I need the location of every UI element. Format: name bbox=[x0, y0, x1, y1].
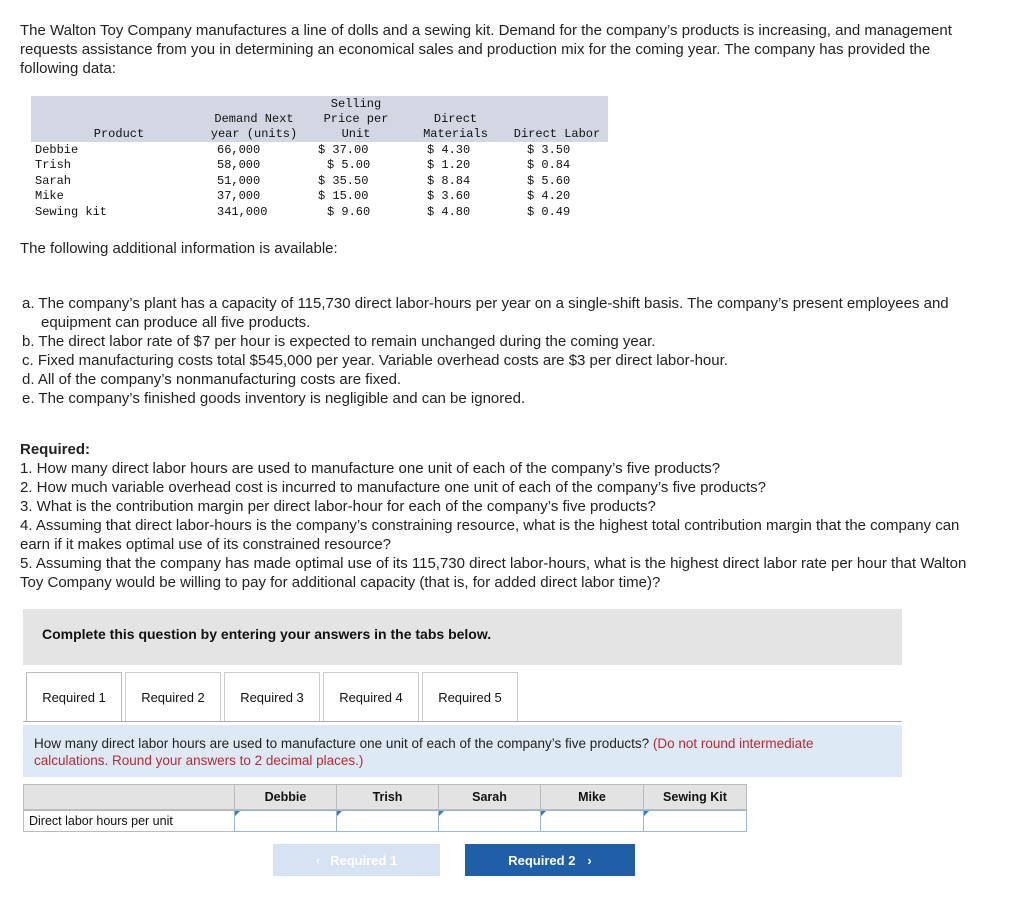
row-mike-dm: $ 3.60 bbox=[427, 189, 471, 203]
header-demand-line2: year (units) bbox=[210, 127, 298, 141]
row-trish-demand: 58,000 bbox=[217, 158, 261, 172]
answer-cell-mike bbox=[540, 810, 644, 832]
info-item-b: b. The direct labor rate of $7 per hour is expected to remain unchanged during the coming year. bbox=[22, 333, 656, 350]
tab-required-4[interactable]: Required 4 bbox=[323, 672, 419, 722]
input-flag-icon bbox=[337, 811, 342, 816]
chevron-right-icon: › bbox=[587, 852, 592, 868]
row-trish-price: $ 5.00 bbox=[327, 158, 371, 172]
input-flag-icon bbox=[235, 811, 240, 816]
trish-hours-input[interactable] bbox=[337, 811, 438, 831]
answer-cell-trish bbox=[336, 810, 439, 832]
debbie-hours-input[interactable] bbox=[235, 811, 336, 831]
col-header-sewing-kit: Sewing Kit bbox=[643, 784, 747, 810]
required-title: Required: bbox=[20, 441, 91, 458]
additional-info-text: The following additional information is available: bbox=[20, 240, 338, 257]
prev-button-label: Required 1 bbox=[330, 852, 398, 868]
info-item-e: e. The company’s finished goods inventory is negligible and can be ignored. bbox=[22, 390, 526, 407]
answer-cell-sewing-kit bbox=[643, 810, 747, 832]
row-sarah-price: $ 35.50 bbox=[318, 174, 369, 188]
row-sarah-demand: 51,000 bbox=[217, 174, 261, 188]
header-dm-line2: Materials bbox=[423, 127, 488, 141]
row-debbie-price: $ 37.00 bbox=[318, 143, 369, 157]
instructions-bar bbox=[23, 609, 902, 665]
row-trish-dm: $ 1.20 bbox=[427, 158, 471, 172]
row-debbie-product: Debbie bbox=[35, 143, 79, 157]
row-mike-price: $ 15.00 bbox=[318, 189, 369, 203]
header-price-line1: Selling bbox=[330, 97, 382, 111]
row-sewing-kit-dl: $ 0.49 bbox=[527, 205, 571, 219]
col-header-trish: Trish bbox=[336, 784, 439, 810]
tab-required-3[interactable]: Required 3 bbox=[224, 672, 320, 722]
input-flag-icon bbox=[541, 811, 546, 816]
header-price-line2: Price per bbox=[323, 112, 389, 126]
col-header-sarah: Sarah bbox=[438, 784, 541, 810]
sarah-hours-input[interactable] bbox=[439, 811, 540, 831]
header-dl-line1: Direct Labor bbox=[513, 127, 601, 141]
required-item-4: 4. Assuming that direct labor-hours is the company’s constraining resource, what is the highest total contribution margin that the company can earn if it makes optimal use of its constrained resource? bbox=[20, 517, 960, 553]
product-data-table bbox=[31, 96, 608, 226]
header-product: Product bbox=[93, 127, 145, 141]
required-item-5: 5. Assuming that the company has made optimal use of its 115,730 direct labor-hours, what is the highest direct labor rate per hour that Walton Toy Company would be willing to pay for additional capacity (that is, for added direct labor time)? bbox=[20, 555, 967, 591]
row-label-direct-labor-hours: Direct labor hours per unit bbox=[23, 810, 235, 832]
required-section bbox=[20, 440, 980, 592]
row-sewing-kit-dm: $ 4.80 bbox=[427, 205, 471, 219]
header-price-line3: Unit bbox=[341, 127, 371, 141]
tab-required-2[interactable]: Required 2 bbox=[125, 672, 221, 722]
row-mike-product: Mike bbox=[35, 189, 64, 203]
row-sarah-product: Sarah bbox=[35, 174, 72, 188]
required-item-1: 1. How many direct labor hours are used to manufacture one unit of each of the company’s five products? bbox=[20, 460, 721, 477]
info-item-c: c. Fixed manufacturing costs total $545,000 per year. Variable overhead costs are $3 per direct labor-hour. bbox=[22, 352, 728, 369]
required-item-3: 3. What is the contribution margin per direct labor-hour for each of the company’s five products? bbox=[20, 498, 656, 515]
row-debbie-dl: $ 3.50 bbox=[527, 143, 571, 157]
question-text-wrapper bbox=[34, 735, 874, 769]
row-trish-product: Trish bbox=[35, 158, 72, 172]
mike-hours-input[interactable] bbox=[541, 811, 643, 831]
input-flag-icon bbox=[439, 811, 444, 816]
instructions-text: Complete this question by entering your answers in the tabs below. bbox=[42, 626, 492, 642]
tab-divider bbox=[23, 721, 902, 722]
sewing-kit-hours-input[interactable] bbox=[644, 811, 746, 831]
info-list bbox=[22, 294, 962, 408]
col-header-debbie: Debbie bbox=[234, 784, 337, 810]
row-debbie-dm: $ 4.30 bbox=[427, 143, 471, 157]
answer-cell-debbie bbox=[234, 810, 337, 832]
question-text: How many direct labor hours are used to manufacture one unit of each of the company’s five products? bbox=[34, 736, 653, 751]
tab-required-5[interactable]: Required 5 bbox=[422, 672, 518, 722]
answer-table-corner bbox=[23, 784, 235, 810]
prev-required-button[interactable] bbox=[273, 844, 440, 876]
answer-cell-sarah bbox=[438, 810, 541, 832]
input-flag-icon bbox=[644, 811, 649, 816]
next-required-button[interactable] bbox=[465, 844, 635, 876]
row-mike-dl: $ 4.20 bbox=[527, 189, 571, 203]
row-sewing-kit-demand: 341,000 bbox=[217, 205, 268, 219]
tab-required-1[interactable]: Required 1 bbox=[26, 672, 122, 722]
row-trish-dl: $ 0.84 bbox=[527, 158, 571, 172]
info-item-a: a. The company’s plant has a capacity of 115,730 direct labor-hours per year on a single-shift basis. The company’s present employees and equipment can produce all five products. bbox=[22, 295, 949, 331]
required-item-2: 2. How much variable overhead cost is incurred to manufacture one unit of each of the company’s five products? bbox=[20, 479, 766, 496]
row-sewing-kit-product: Sewing kit bbox=[35, 205, 108, 219]
row-sarah-dm: $ 8.84 bbox=[427, 174, 471, 188]
question-note: (Do not round intermediate calculations. Round your answers to 2 decimal places.) bbox=[34, 736, 814, 768]
row-debbie-demand: 66,000 bbox=[217, 143, 261, 157]
row-sarah-dl: $ 5.60 bbox=[527, 174, 571, 188]
row-sewing-kit-price: $ 9.60 bbox=[327, 205, 371, 219]
header-demand-line1: Demand Next bbox=[214, 112, 294, 126]
intro-text: The Walton Toy Company manufactures a line of dolls and a sewing kit. Demand for the company’s products is increasing, and management requests assistance from you in determining an economical sales and production mix for the coming year. The company has provided the following data: bbox=[20, 22, 952, 77]
chevron-left-icon: ‹ bbox=[315, 852, 321, 868]
info-item-d: d. All of the company’s nonmanufacturing costs are fixed. bbox=[22, 371, 402, 388]
next-button-label: Required 2 bbox=[508, 852, 576, 868]
row-mike-demand: 37,000 bbox=[217, 189, 261, 203]
question-box bbox=[23, 725, 902, 777]
header-dm-line1: Direct bbox=[433, 112, 478, 126]
col-header-mike: Mike bbox=[540, 784, 644, 810]
